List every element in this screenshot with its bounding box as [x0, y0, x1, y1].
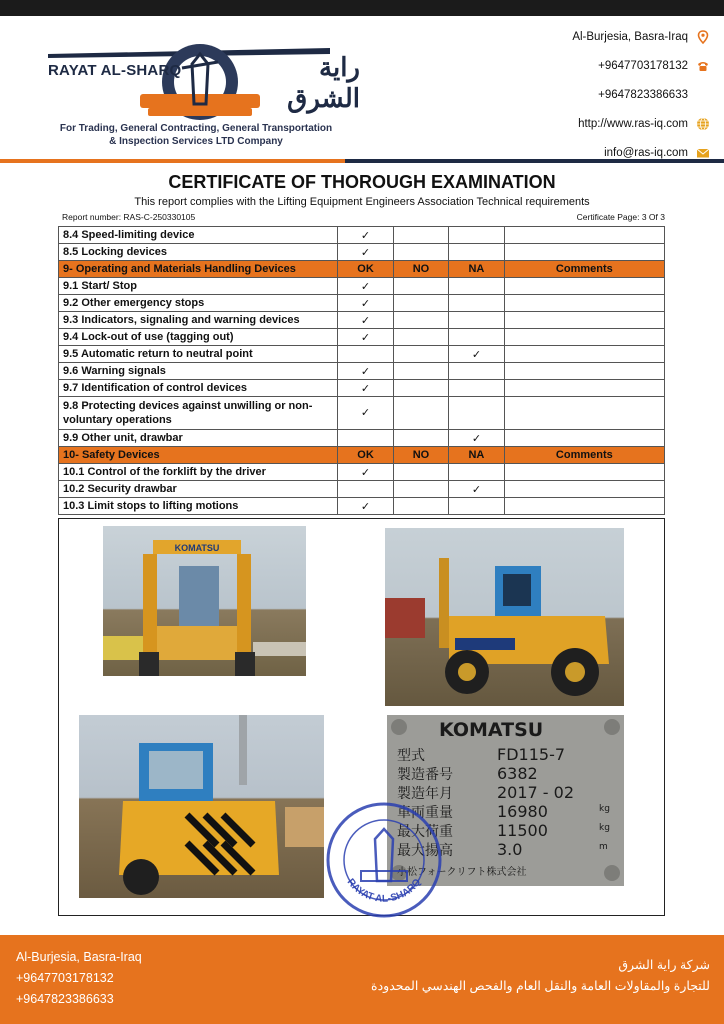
- item-label: 9.9 Other unit, drawbar: [59, 430, 338, 447]
- item-label: 9.8 Protecting devices against unwilling or non-voluntary operations: [59, 397, 338, 430]
- ok-cell: ✓: [338, 244, 393, 261]
- footer-contact: [16, 947, 142, 1010]
- section-header-row: [59, 447, 665, 464]
- ok-cell: [338, 481, 393, 498]
- nameplate-field-unit: m: [599, 842, 608, 852]
- na-cell: [449, 498, 504, 515]
- table-row: [59, 481, 665, 498]
- ok-cell: ✓: [338, 464, 393, 481]
- no-cell: [393, 498, 448, 515]
- comments-cell: [504, 346, 664, 363]
- comments-cell: [504, 397, 664, 430]
- nameplate-field-label: 製造番号: [397, 767, 453, 783]
- phone-icon: [696, 59, 710, 73]
- no-cell: [393, 244, 448, 261]
- comments-cell: [504, 363, 664, 380]
- nameplate-field-unit: kg: [599, 804, 610, 814]
- na-cell: [449, 464, 504, 481]
- contact-website-text[interactable]: http://www.ras-iq.com: [578, 117, 688, 130]
- no-cell: [393, 227, 448, 244]
- forklift-front-photo: [103, 526, 306, 676]
- nameplate-field-value: 2017 - 02: [497, 783, 575, 802]
- company-description-line1: For Trading, General Contracting, General Transportation: [59, 123, 333, 134]
- top-bar: [0, 0, 724, 16]
- no-cell: [393, 464, 448, 481]
- forklift-side-image: [385, 528, 624, 706]
- nameplate-field-label: 型式: [397, 748, 425, 764]
- envelope-icon: [696, 146, 710, 160]
- item-label: 9.7 Identification of control devices: [59, 380, 338, 397]
- certificate-page: Certificate Page: 3 Of 3: [576, 212, 665, 222]
- na-cell: [449, 329, 504, 346]
- comments-cell: [504, 464, 664, 481]
- no-cell: NO: [393, 447, 448, 464]
- no-cell: [393, 481, 448, 498]
- na-cell: ✓: [449, 481, 504, 498]
- contact-phone-2-text[interactable]: +9647823386633: [598, 88, 688, 101]
- no-cell: [393, 312, 448, 329]
- company-description-line2: & Inspection Services LTD Company: [109, 136, 283, 147]
- na-cell: [449, 312, 504, 329]
- nameplate-field-value: 3.0: [497, 840, 523, 859]
- comments-cell: [504, 244, 664, 261]
- nameplate-brand: KOMATSU: [439, 719, 544, 741]
- comments-cell: [504, 430, 664, 447]
- company-stamp: [325, 801, 443, 919]
- photo-panel: [58, 518, 665, 916]
- item-label: 9.4 Lock-out of use (tagging out): [59, 329, 338, 346]
- footer-phone-1[interactable]: +9647703178132: [16, 971, 114, 985]
- ok-cell: ✓: [338, 227, 393, 244]
- table-row: [59, 464, 665, 481]
- table-row: [59, 329, 665, 346]
- company-name-en: RAYAT AL-SHARQ: [48, 62, 182, 79]
- ok-cell: OK: [338, 447, 393, 464]
- table-row: [59, 498, 665, 515]
- nameplate-field-unit: kg: [599, 823, 610, 833]
- comments-cell: Comments: [504, 447, 664, 464]
- nameplate-field-label: 最大揚高: [397, 843, 453, 859]
- comments-cell: Comments: [504, 261, 664, 278]
- certificate-title: CERTIFICATE OF THOROUGH EXAMINATION: [168, 172, 556, 192]
- contact-website[interactable]: [510, 109, 710, 138]
- ok-cell: ✓: [338, 278, 393, 295]
- footer: [0, 935, 724, 1024]
- globe-icon: [696, 117, 710, 131]
- company-name-ar: راية الشرق: [287, 52, 360, 113]
- nameplate-field-value: 6382: [497, 764, 538, 783]
- no-cell: [393, 363, 448, 380]
- footer-phone-2[interactable]: +9647823386633: [16, 992, 114, 1006]
- nameplate-field-label: 最大荷重: [397, 824, 453, 840]
- ok-cell: ✓: [338, 498, 393, 515]
- item-label: 9.2 Other emergency stops: [59, 295, 338, 312]
- no-cell: NO: [393, 261, 448, 278]
- no-cell: [393, 295, 448, 312]
- item-label: 10.1 Control of the forklift by the driver: [59, 464, 338, 481]
- na-cell: [449, 380, 504, 397]
- item-label: 9.3 Indicators, signaling and warning devices: [59, 312, 338, 329]
- item-label: 9.1 Start/ Stop: [59, 278, 338, 295]
- no-cell: [393, 397, 448, 430]
- ok-cell: ✓: [338, 363, 393, 380]
- comments-cell: [504, 295, 664, 312]
- na-cell: [449, 295, 504, 312]
- table-row: [59, 430, 665, 447]
- table-row: [59, 397, 665, 430]
- item-label: 10.2 Security drawbar: [59, 481, 338, 498]
- nameplate-field-label: 車両重量: [397, 805, 453, 821]
- ok-cell: ✓: [338, 295, 393, 312]
- table-row: [59, 363, 665, 380]
- na-cell: [449, 363, 504, 380]
- na-cell: NA: [449, 447, 504, 464]
- na-cell: [449, 278, 504, 295]
- contact-address-text: Al-Burjesia, Basra-Iraq: [572, 30, 688, 43]
- na-cell: NA: [449, 261, 504, 278]
- no-cell: [393, 346, 448, 363]
- stamp-text: RAYAT AL-SHARQ: [344, 876, 424, 905]
- comments-cell: [504, 329, 664, 346]
- comments-cell: [504, 312, 664, 329]
- report-number: Report number: RAS-C-250330105: [62, 212, 196, 222]
- certificate-subtitle: This report complies with the Lifting Equipment Engineers Association Technical requirements: [134, 196, 590, 208]
- ok-cell: [338, 346, 393, 363]
- contact-email-text[interactable]: info@ras-iq.com: [604, 146, 688, 159]
- forklift-side-photo: [385, 528, 624, 706]
- item-label: 10- Safety Devices: [59, 447, 338, 464]
- forklift-rear-photo: [79, 715, 324, 898]
- item-label: 8.4 Speed-limiting device: [59, 227, 338, 244]
- section-header-row: [59, 261, 665, 278]
- nameplate-field-label: 製造年月: [397, 786, 453, 802]
- forklift-front-image: [103, 526, 306, 676]
- contact-address: [510, 22, 710, 51]
- ok-cell: [338, 430, 393, 447]
- item-label: 9.5 Automatic return to neutral point: [59, 346, 338, 363]
- footer-company-ar-line1: شركة راية الشرق: [618, 958, 710, 972]
- ok-cell: ✓: [338, 312, 393, 329]
- contact-phone-1-text[interactable]: +9647703178132: [598, 59, 688, 72]
- table-row: [59, 227, 665, 244]
- comments-cell: [504, 227, 664, 244]
- nameplate-field-value: FD115-7: [497, 745, 566, 764]
- ok-cell: ✓: [338, 397, 393, 430]
- table-row: [59, 278, 665, 295]
- contact-phone-2[interactable]: [510, 80, 710, 109]
- header-divider-dark: [345, 159, 724, 163]
- location-pin-icon: [696, 30, 710, 44]
- item-label: 9.6 Warning signals: [59, 363, 338, 380]
- table-row: [59, 295, 665, 312]
- item-label: 8.5 Locking devices: [59, 244, 338, 261]
- company-description: [46, 122, 346, 148]
- nameplate-maker: 小松フォークリフト株式会社: [397, 867, 527, 878]
- ok-cell: ✓: [338, 329, 393, 346]
- forklift-rear-image: [79, 715, 324, 898]
- no-cell: [393, 278, 448, 295]
- comments-cell: [504, 380, 664, 397]
- na-cell: [449, 227, 504, 244]
- footer-company-ar: [371, 955, 710, 997]
- comments-cell: [504, 481, 664, 498]
- no-cell: [393, 380, 448, 397]
- header-divider-orange: [0, 159, 345, 163]
- na-cell: ✓: [449, 346, 504, 363]
- ok-cell: OK: [338, 261, 393, 278]
- item-label: 10.3 Limit stops to lifting motions: [59, 498, 338, 515]
- table-row: [59, 380, 665, 397]
- na-cell: [449, 397, 504, 430]
- nameplate-field-value: 11500: [497, 821, 548, 840]
- nameplate-field-value: 16980: [497, 802, 548, 821]
- table-row: [59, 244, 665, 261]
- examination-table: [58, 226, 665, 515]
- table-row: [59, 312, 665, 329]
- footer-address: Al-Burjesia, Basra-Iraq: [16, 950, 142, 964]
- comments-cell: [504, 278, 664, 295]
- comments-cell: [504, 498, 664, 515]
- footer-company-ar-line2: للتجارة والمقاولات العامة والنقل العام والفحص الهندسي المحدودة: [371, 979, 710, 993]
- ok-cell: ✓: [338, 380, 393, 397]
- no-cell: [393, 430, 448, 447]
- contact-info: [510, 22, 710, 167]
- item-label: 9- Operating and Materials Handling Devices: [59, 261, 338, 278]
- no-cell: [393, 329, 448, 346]
- contact-phone-1[interactable]: [510, 51, 710, 80]
- na-cell: ✓: [449, 430, 504, 447]
- forklift-brand-label: KOMATSU: [174, 543, 220, 553]
- company-logo: [30, 24, 360, 149]
- na-cell: [449, 244, 504, 261]
- table-row: [59, 346, 665, 363]
